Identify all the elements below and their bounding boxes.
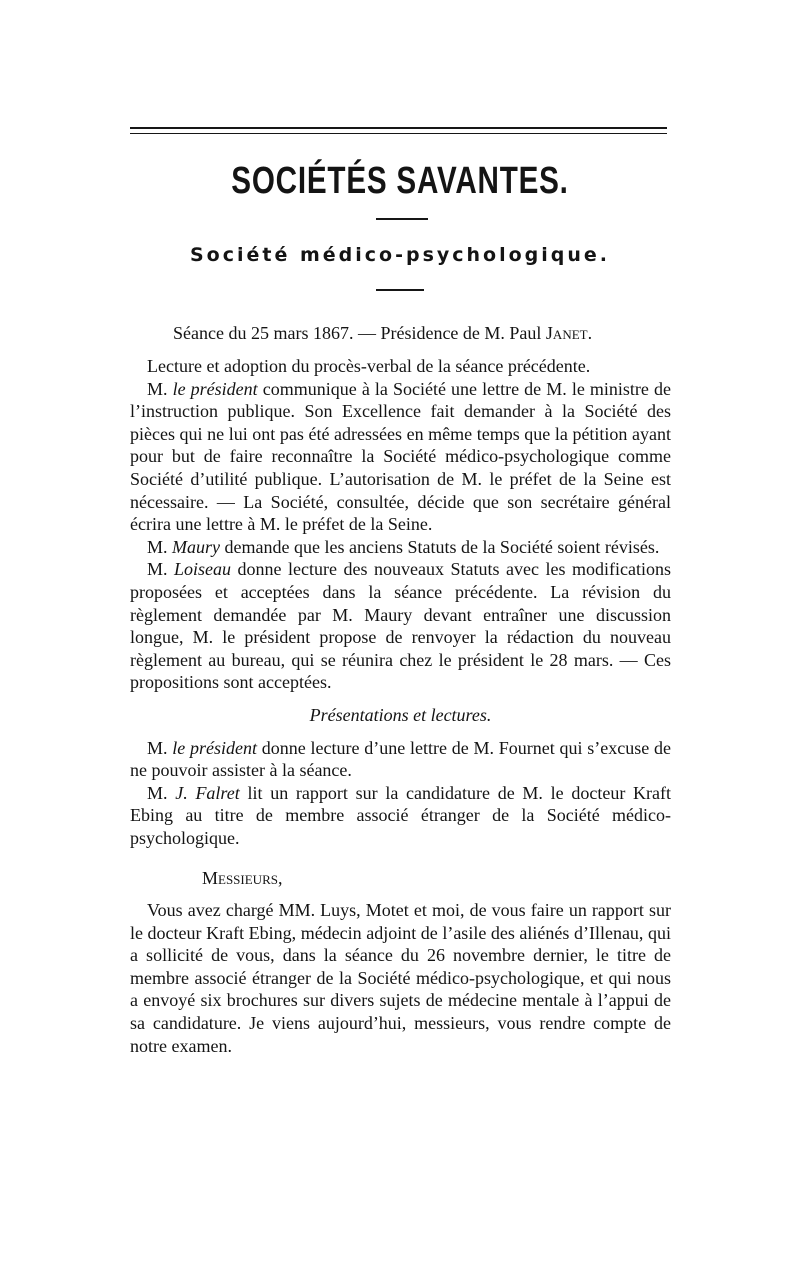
paragraph-maury: M. Maury demande que les anciens Statuts de la Société soient révisés. bbox=[147, 536, 660, 557]
paragraph-president-letter: M. le président communique à la Société une lettre de M. le ministre de l’instruction publique. Son Excellence fait demander à la Société des pièces qui ne lui ont pas été adressées en même temps que la pétition ayant pour but de faire reconnaître la Société médico-psychologique comme Société d’utilité publique. L’autorisation de M. le préfet de la Seine est nécessaire. — La Société, consultée, décide que son secrétaire général écrira une lettre à M. le préfet de la Seine. bbox=[130, 378, 671, 535]
paragraph-report: Vous avez chargé MM. Luys, Motet et moi, de vous faire un rapport sur le docteur Kraft Ebing, médecin adjoint de l’asile des aliénés d’Illenau, qui a sollicité de vous, dans la séance du 26 novembre dernier, le titre de membre associé étranger de la Société médico-psychologique, et qui nous a envoyé six brochures sur divers sujets de médecine mentale à l’appui de sa candidature. Je viens aujourd’hui, messieurs, vous rendre compte de notre examen. bbox=[130, 900, 671, 1056]
paragraph-fournet: M. le président donne lecture d’une lettre de M. Fournet qui s’excuse de ne pouvoir assister à la séance. bbox=[130, 737, 671, 781]
society-divider bbox=[376, 289, 424, 291]
title-divider bbox=[376, 218, 428, 220]
presentations-heading: Présentations et lectures. bbox=[309, 704, 492, 725]
paragraph-loiseau: M. Loiseau donne lecture des nouveaux Statuts avec les modifications proposées et acceptées dans la séance précédente. La révision du règlement demandée par M. Maury devant entraîner une discussion longue, M. le président propose de renvoyer la rédaction du nouveau règlement au bureau, qui se réunira chez le président le 28 mars. — Ces propositions sont acceptées. bbox=[130, 559, 671, 693]
header-rule-thick bbox=[130, 127, 667, 129]
header-rule-thin bbox=[130, 133, 667, 134]
president-name: Janet bbox=[545, 323, 588, 343]
society-title: Société médico-psychologique. bbox=[189, 244, 611, 266]
seance-line bbox=[130, 322, 671, 345]
seance-paragraph: Séance du 25 mars 1867. — Présidence de M. Paul Janet. bbox=[173, 323, 593, 343]
section-title: SOCIÉTÉS SAVANTES. bbox=[231, 160, 569, 202]
salutation: Messieurs, bbox=[202, 868, 283, 889]
minutes-body bbox=[130, 355, 671, 1057]
paragraph-adoption: Lecture et adoption du procès-verbal de la séance précédente. bbox=[147, 356, 591, 376]
paragraph-falret: M. J. Falret lit un rapport sur la candidature de M. le docteur Kraft Ebing au titre de membre associé étranger de la Société médico-psychologique. bbox=[130, 782, 672, 848]
